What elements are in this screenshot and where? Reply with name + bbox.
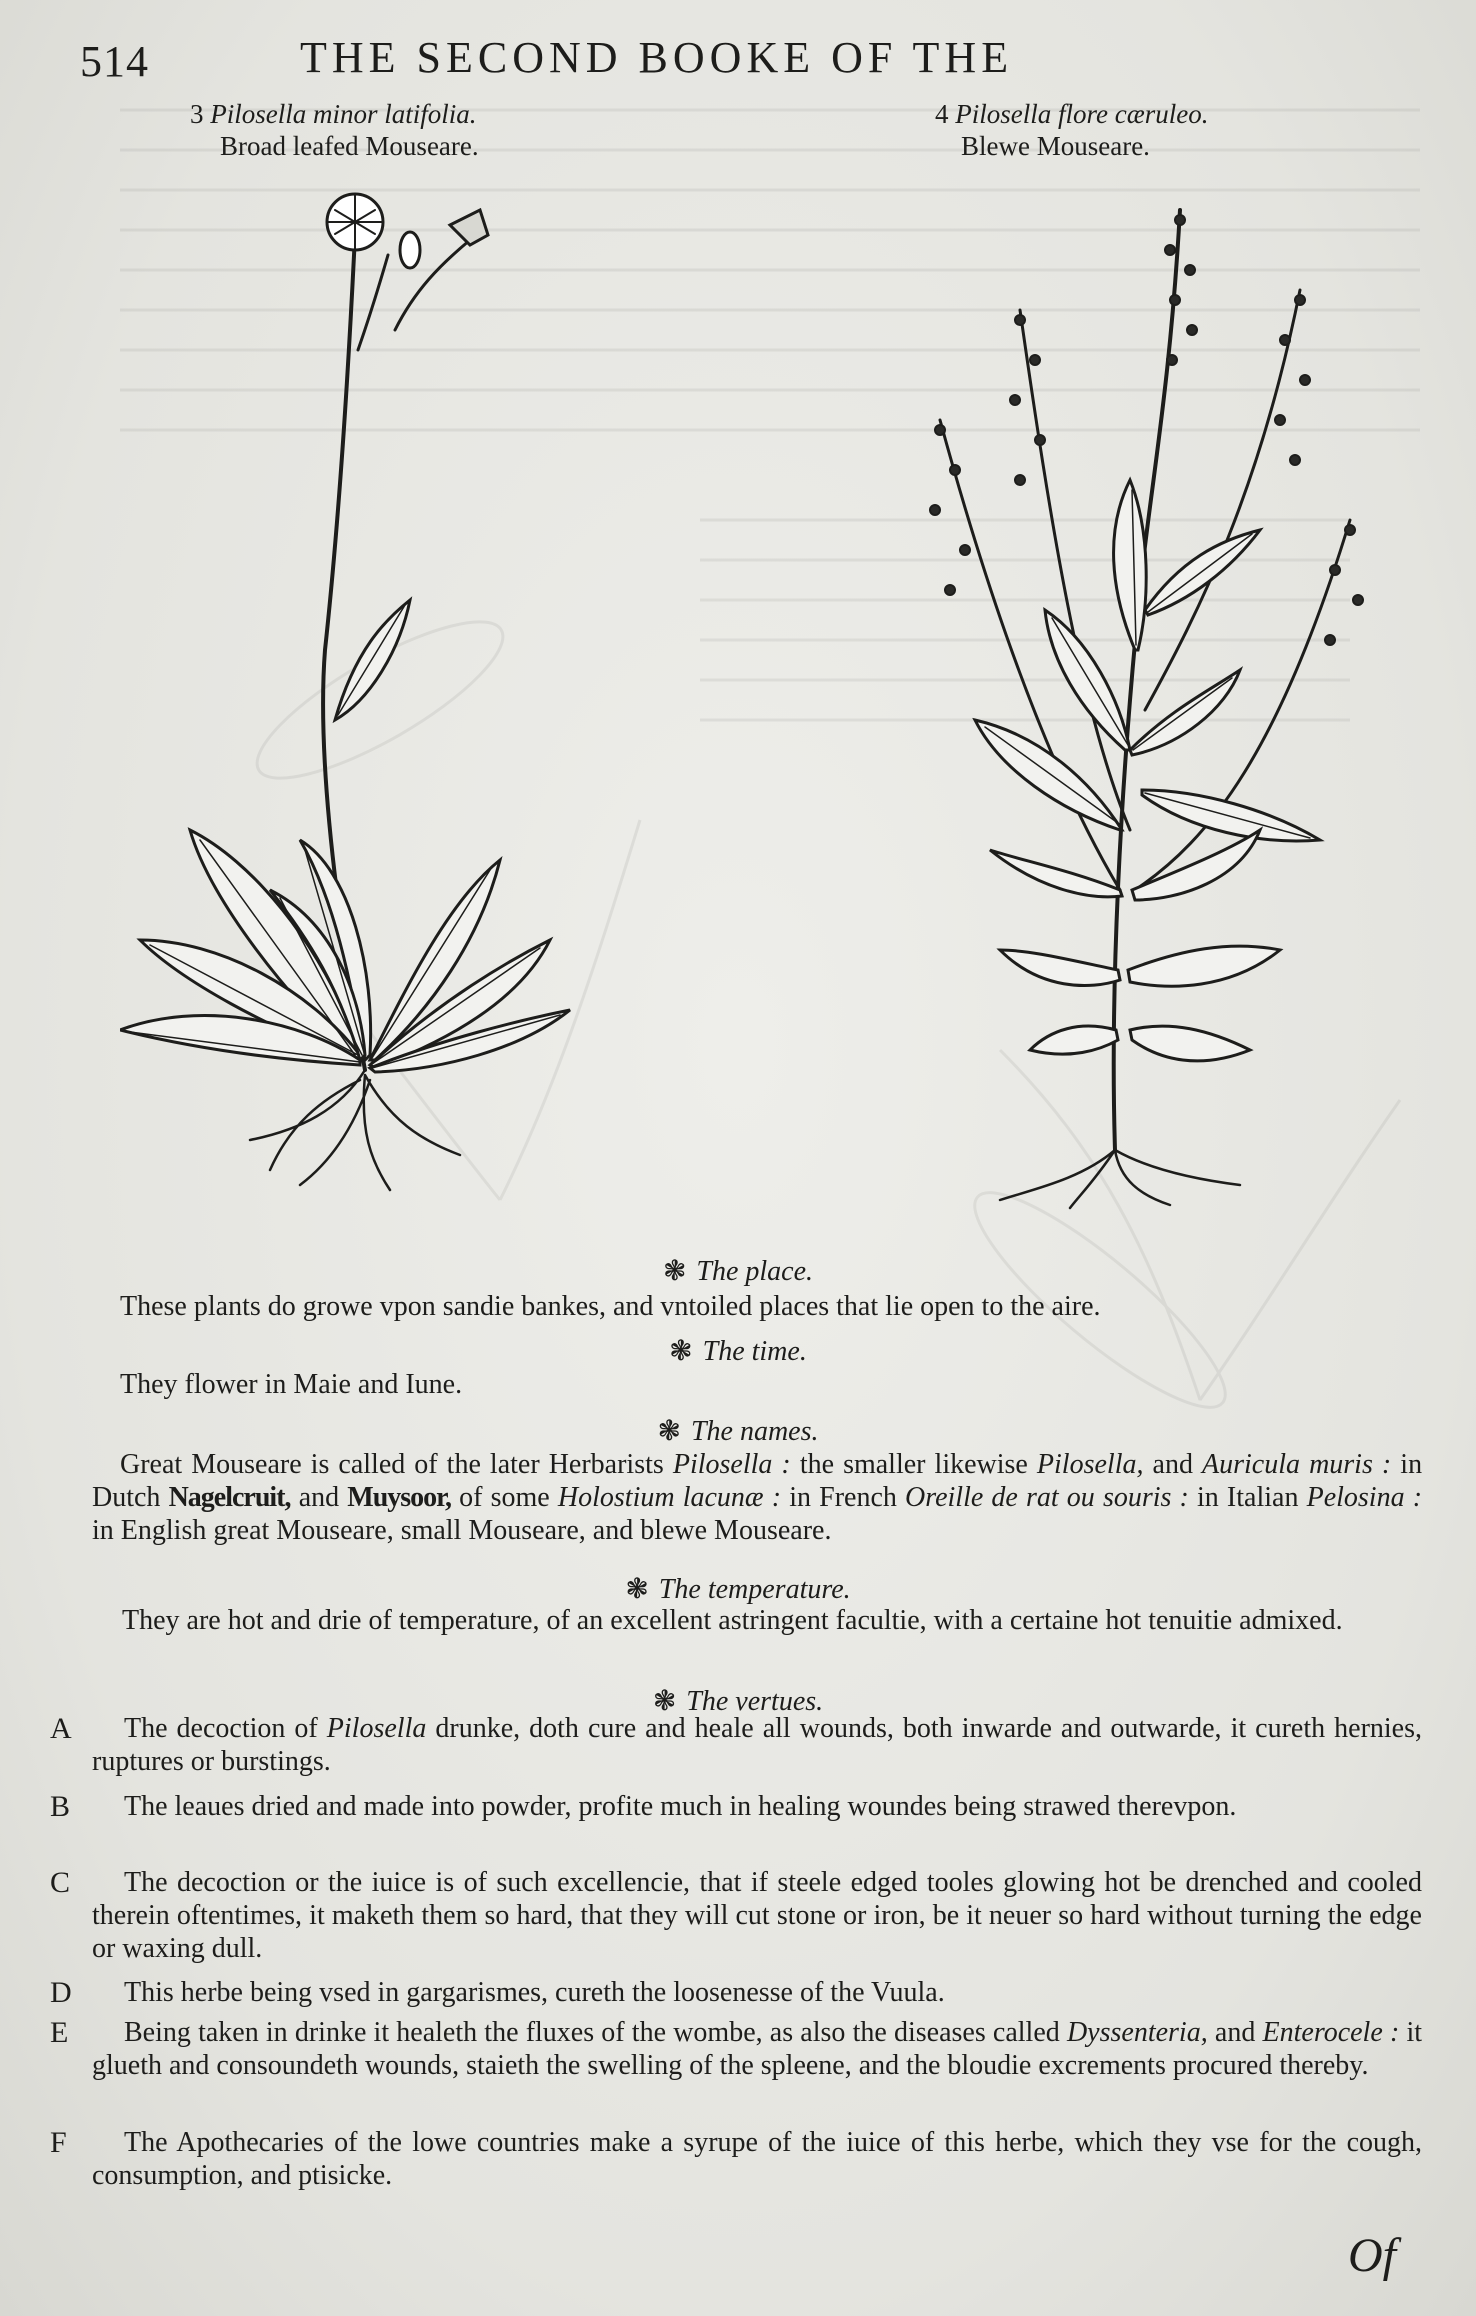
heading-the-time: ❃ The time. — [669, 1336, 807, 1367]
paragraph-temperature: They are hot and drie of temperature, of an excellent astringent facultie, with a certaine hot tenuitie admixed. — [122, 1605, 1343, 1636]
vertue-e: Being taken in drinke it healeth the fluxes of the wombe, as also the diseases called Dyssenteria, and Enterocele : it glueth and consoundeth wounds, staieth the swelling of the spleene, and the bloudie excrements procured thereby. — [92, 2017, 1423, 2081]
fleuron-icon: ❃ — [652, 1686, 677, 1717]
figure-4-english-name: Blewe Mouseare. — [961, 131, 1150, 161]
page-header — [0, 30, 1476, 90]
fleuron-icon: ❃ — [625, 1574, 649, 1605]
figure-4-number: 4 — [935, 99, 949, 129]
fleuron-icon: ❃ — [662, 1256, 687, 1287]
marginal-letter-d: D — [50, 1976, 72, 2009]
heading-the-temperature: ❃ The temperature. — [625, 1574, 851, 1605]
figure-4-caption — [935, 98, 1208, 162]
marginal-letter-a: A — [50, 1712, 72, 1745]
figure-4-latin-name: Pilosella flore cæruleo. — [955, 99, 1209, 129]
marginal-letter-c: C — [50, 1866, 71, 1899]
vertue-f: The Apothecaries of the lowe countries make a syrupe of the iuice of this herbe, which they vse for the cough, consumption, and ptisicke. — [92, 2127, 1422, 2191]
vertue-b: The leaues dried and made into powder, profite much in healing woundes being strawed therevpon. — [124, 1791, 1237, 1822]
figure-3-caption — [190, 98, 479, 162]
paragraph-place: These plants do growe vpon sandie bankes, and vntoiled places that lie open to the aire. — [120, 1291, 1101, 1322]
vertue-d: This herbe being vsed in gargarismes, cureth the loosenesse of the Vuula. — [124, 1977, 945, 2008]
figure-3-english-name: Broad leafed Mouseare. — [220, 131, 479, 161]
figure-3-latin-name: Pilosella minor latifolia. — [210, 99, 477, 129]
page-number: 514 — [80, 37, 149, 86]
catchword: Of — [1348, 2229, 1396, 2282]
paragraph-time: They flower in Maie and Iune. — [120, 1369, 463, 1400]
vertue-c: The decoction or the iuice is of such excellencie, that if steele edged tooles glowing hot be drenched and cooled therein oftentimes, it maketh them so hard, that they will cut stone or iron, be it neuer so hard without turning the edge or waxing dull. — [92, 1867, 1422, 1964]
heading-the-place: ❃ The place. — [662, 1256, 814, 1287]
marginal-letter-e: E — [50, 2016, 69, 2049]
heading-the-vertues: ❃ The vertues. — [652, 1686, 824, 1717]
paragraph-names: Great Mouseare is called of the later Herbarists Pilosella : the smaller likewise Pilosella, and Auricula muris : in Dutch Nagelcruit, and Muysoor, of some Holostium lacunæ : in French Oreille de rat ou souris : in Italian Pelosina : in English great Mouseare, small Mouseare, and blewe Mouseare. — [92, 1449, 1423, 1546]
figure-3-number: 3 — [190, 99, 204, 129]
marginal-letter-f: F — [50, 2126, 67, 2159]
woodcut-blewe-mouseare — [880, 190, 1400, 1210]
fleuron-icon: ❃ — [657, 1416, 681, 1447]
woodcut-broad-leafed-mouseare — [120, 180, 580, 1200]
marginal-letter-b: B — [50, 1790, 71, 1823]
vertue-a: The decoction of Pilosella drunke, doth cure and heale all wounds, both inwarde and outwarde, it cureth hernies, ruptures or burstings. — [92, 1713, 1423, 1777]
heading-the-names: ❃ The names. — [657, 1416, 819, 1447]
running-head: THE SECOND BOOKE OF THE — [300, 33, 1014, 82]
fleuron-icon: ❃ — [669, 1336, 693, 1367]
